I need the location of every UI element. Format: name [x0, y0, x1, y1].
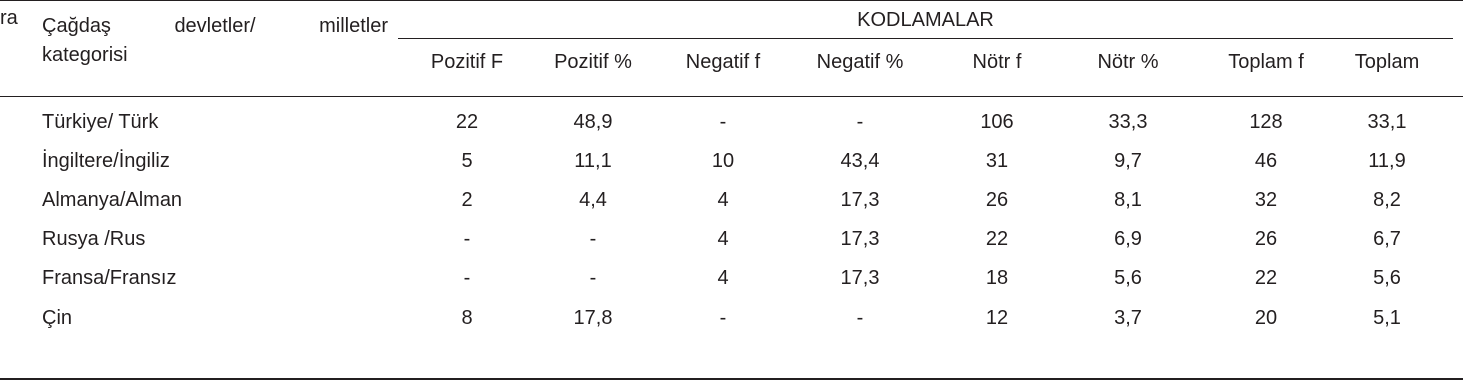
- table-cell: 4: [717, 228, 729, 250]
- table-cell: 43,4: [840, 150, 880, 172]
- table-cell: 26: [985, 189, 1009, 211]
- group-underline-rule: [398, 38, 1453, 39]
- table-top-rule: [0, 0, 1463, 1]
- table-cell: 18: [985, 267, 1009, 289]
- column-header: Pozitif F: [430, 51, 504, 73]
- column-header: Toplam f: [1228, 51, 1304, 73]
- table-cell: -: [719, 111, 727, 133]
- table-cell: 33,3: [1108, 111, 1148, 133]
- table-cell: 9,7: [1114, 150, 1142, 172]
- table-cell: 22: [455, 111, 479, 133]
- column-header: Nötr f: [972, 51, 1022, 73]
- table-cell: 4,4: [579, 189, 607, 211]
- column-header: Pozitif %: [554, 51, 632, 73]
- table-cell: 17,3: [840, 189, 880, 211]
- table-cell: 22: [985, 228, 1009, 250]
- table-cell: 20: [1254, 307, 1278, 329]
- sira-column-header: ra: [0, 7, 18, 29]
- table-header-rule: [0, 96, 1463, 97]
- group-title-kodlamalar: KODLAMALAR: [857, 9, 994, 31]
- row-label: Çin: [42, 307, 73, 329]
- table-cell: -: [589, 228, 597, 250]
- table-cell: -: [463, 267, 471, 289]
- table-cell: 5,6: [1114, 267, 1142, 289]
- row-label: İngiltere/İngiliz: [42, 150, 170, 172]
- table-cell: -: [463, 228, 471, 250]
- table-cell: -: [856, 307, 864, 329]
- row-label: Fransa/Fransız: [42, 267, 177, 289]
- table-cell: 128: [1249, 111, 1283, 133]
- column-header: Negatif %: [816, 51, 904, 73]
- table-cell: 11,9: [1368, 150, 1406, 172]
- table-cell: -: [856, 111, 864, 133]
- table-cell: 26: [1254, 228, 1278, 250]
- table-cell: 3,7: [1114, 307, 1142, 329]
- table-cell: 17,3: [840, 267, 880, 289]
- row-label: Rusya /Rus: [42, 228, 146, 250]
- column-header: Negatif f: [685, 51, 761, 73]
- table-cell: 5,6: [1373, 267, 1401, 289]
- category-header-word: milletler: [319, 15, 388, 37]
- table-cell: 22: [1254, 267, 1278, 289]
- table-cell: 31: [985, 150, 1009, 172]
- table-cell: 11,1: [574, 150, 612, 172]
- table-cell: 48,9: [573, 111, 613, 133]
- table-cell: 10: [711, 150, 735, 172]
- table-cell: 8,2: [1373, 189, 1401, 211]
- table-cell: -: [719, 307, 727, 329]
- table-cell: 4: [717, 267, 729, 289]
- table-cell: 6,7: [1373, 228, 1401, 250]
- category-header-line2: kategorisi: [42, 44, 128, 66]
- table-cell: 17,8: [573, 307, 613, 329]
- category-header-word: devletler/: [174, 15, 256, 37]
- table-cell: 6,9: [1114, 228, 1142, 250]
- table-cell: 33,1: [1367, 111, 1407, 133]
- row-label: Almanya/Alman: [42, 189, 183, 211]
- table-cell: 5,1: [1373, 307, 1401, 329]
- table-cell: 2: [461, 189, 473, 211]
- table-cell: 106: [980, 111, 1014, 133]
- table-cell: 8,1: [1114, 189, 1142, 211]
- row-label: Türkiye/ Türk: [42, 111, 159, 133]
- table-cell: -: [589, 267, 597, 289]
- table-cell: 46: [1254, 150, 1278, 172]
- category-header-word: Çağdaş: [42, 15, 111, 37]
- table-cell: 17,3: [840, 228, 880, 250]
- column-header: Nötr %: [1097, 51, 1159, 73]
- table-cell: 4: [717, 189, 729, 211]
- column-header: Toplam: [1354, 51, 1420, 73]
- table-bottom-rule: [0, 378, 1463, 380]
- category-column-header: [42, 6, 388, 75]
- table-cell: 32: [1254, 189, 1278, 211]
- table-cell: 8: [461, 307, 473, 329]
- table-cell: 12: [985, 307, 1009, 329]
- table-cell: 5: [461, 150, 473, 172]
